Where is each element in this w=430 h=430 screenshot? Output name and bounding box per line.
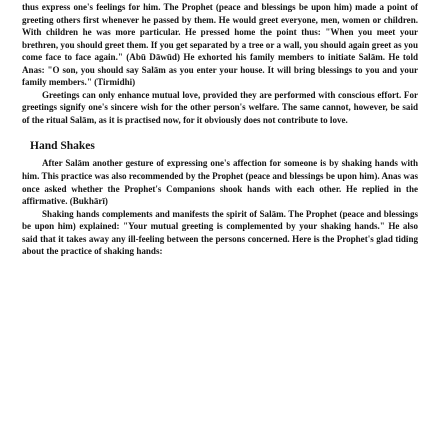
- paragraph-greetings-love: Greetings can only enhance mutual love, provided they are performed with conscious effort. For greetings signify one's sincere wish for the other person's welfare. The same cannot, however, be said of the ritual Salām, as it is practised now, for it obviously does not contribute to love.: [22, 89, 418, 125]
- section-heading-hand-shakes: Hand Shakes: [30, 140, 95, 153]
- paragraph-shaking-hands-spirit: Shaking hands complements and manifests the spirit of Salām. The Prophet (peace and blessings be upon him) explained: "Your mutual greeting is complemented by your shaking hands." He also said that it takes away any ill-feeling between the persons concerned. Here is the Prophet's glad tiding about the practice of shaking hands:: [22, 208, 418, 257]
- paragraph-greeting-others: thus express one's feelings for him. The Prophet (peace and blessings be upon him) made a point of greeting others first whenever he passed by them. He would greet everyone, men, women or children. With children he was more particular. He pressed home the point thus: "When you meet your brethren, you should greet them. If you get separated by a tree or a wall, you should again greet as you come face to face again." (Abū Dāwūd) He exhorted his family members to initiate Salām. He told Anas: "O son, you should say Salām as you enter your house. It will bring blessings to you and your family members." (Tirmidhi): [22, 2, 418, 88]
- paragraph-shaking-hands-practice: After Salām another gesture of expressing one's affection for someone is by shaking hands with him. This practice was also recommended by the Prophet (peace and blessings be upon him). Anas was once asked whether the Prophet's Companions shook hands with each other. He replied in the affirmative. (Bukhārī): [22, 158, 418, 207]
